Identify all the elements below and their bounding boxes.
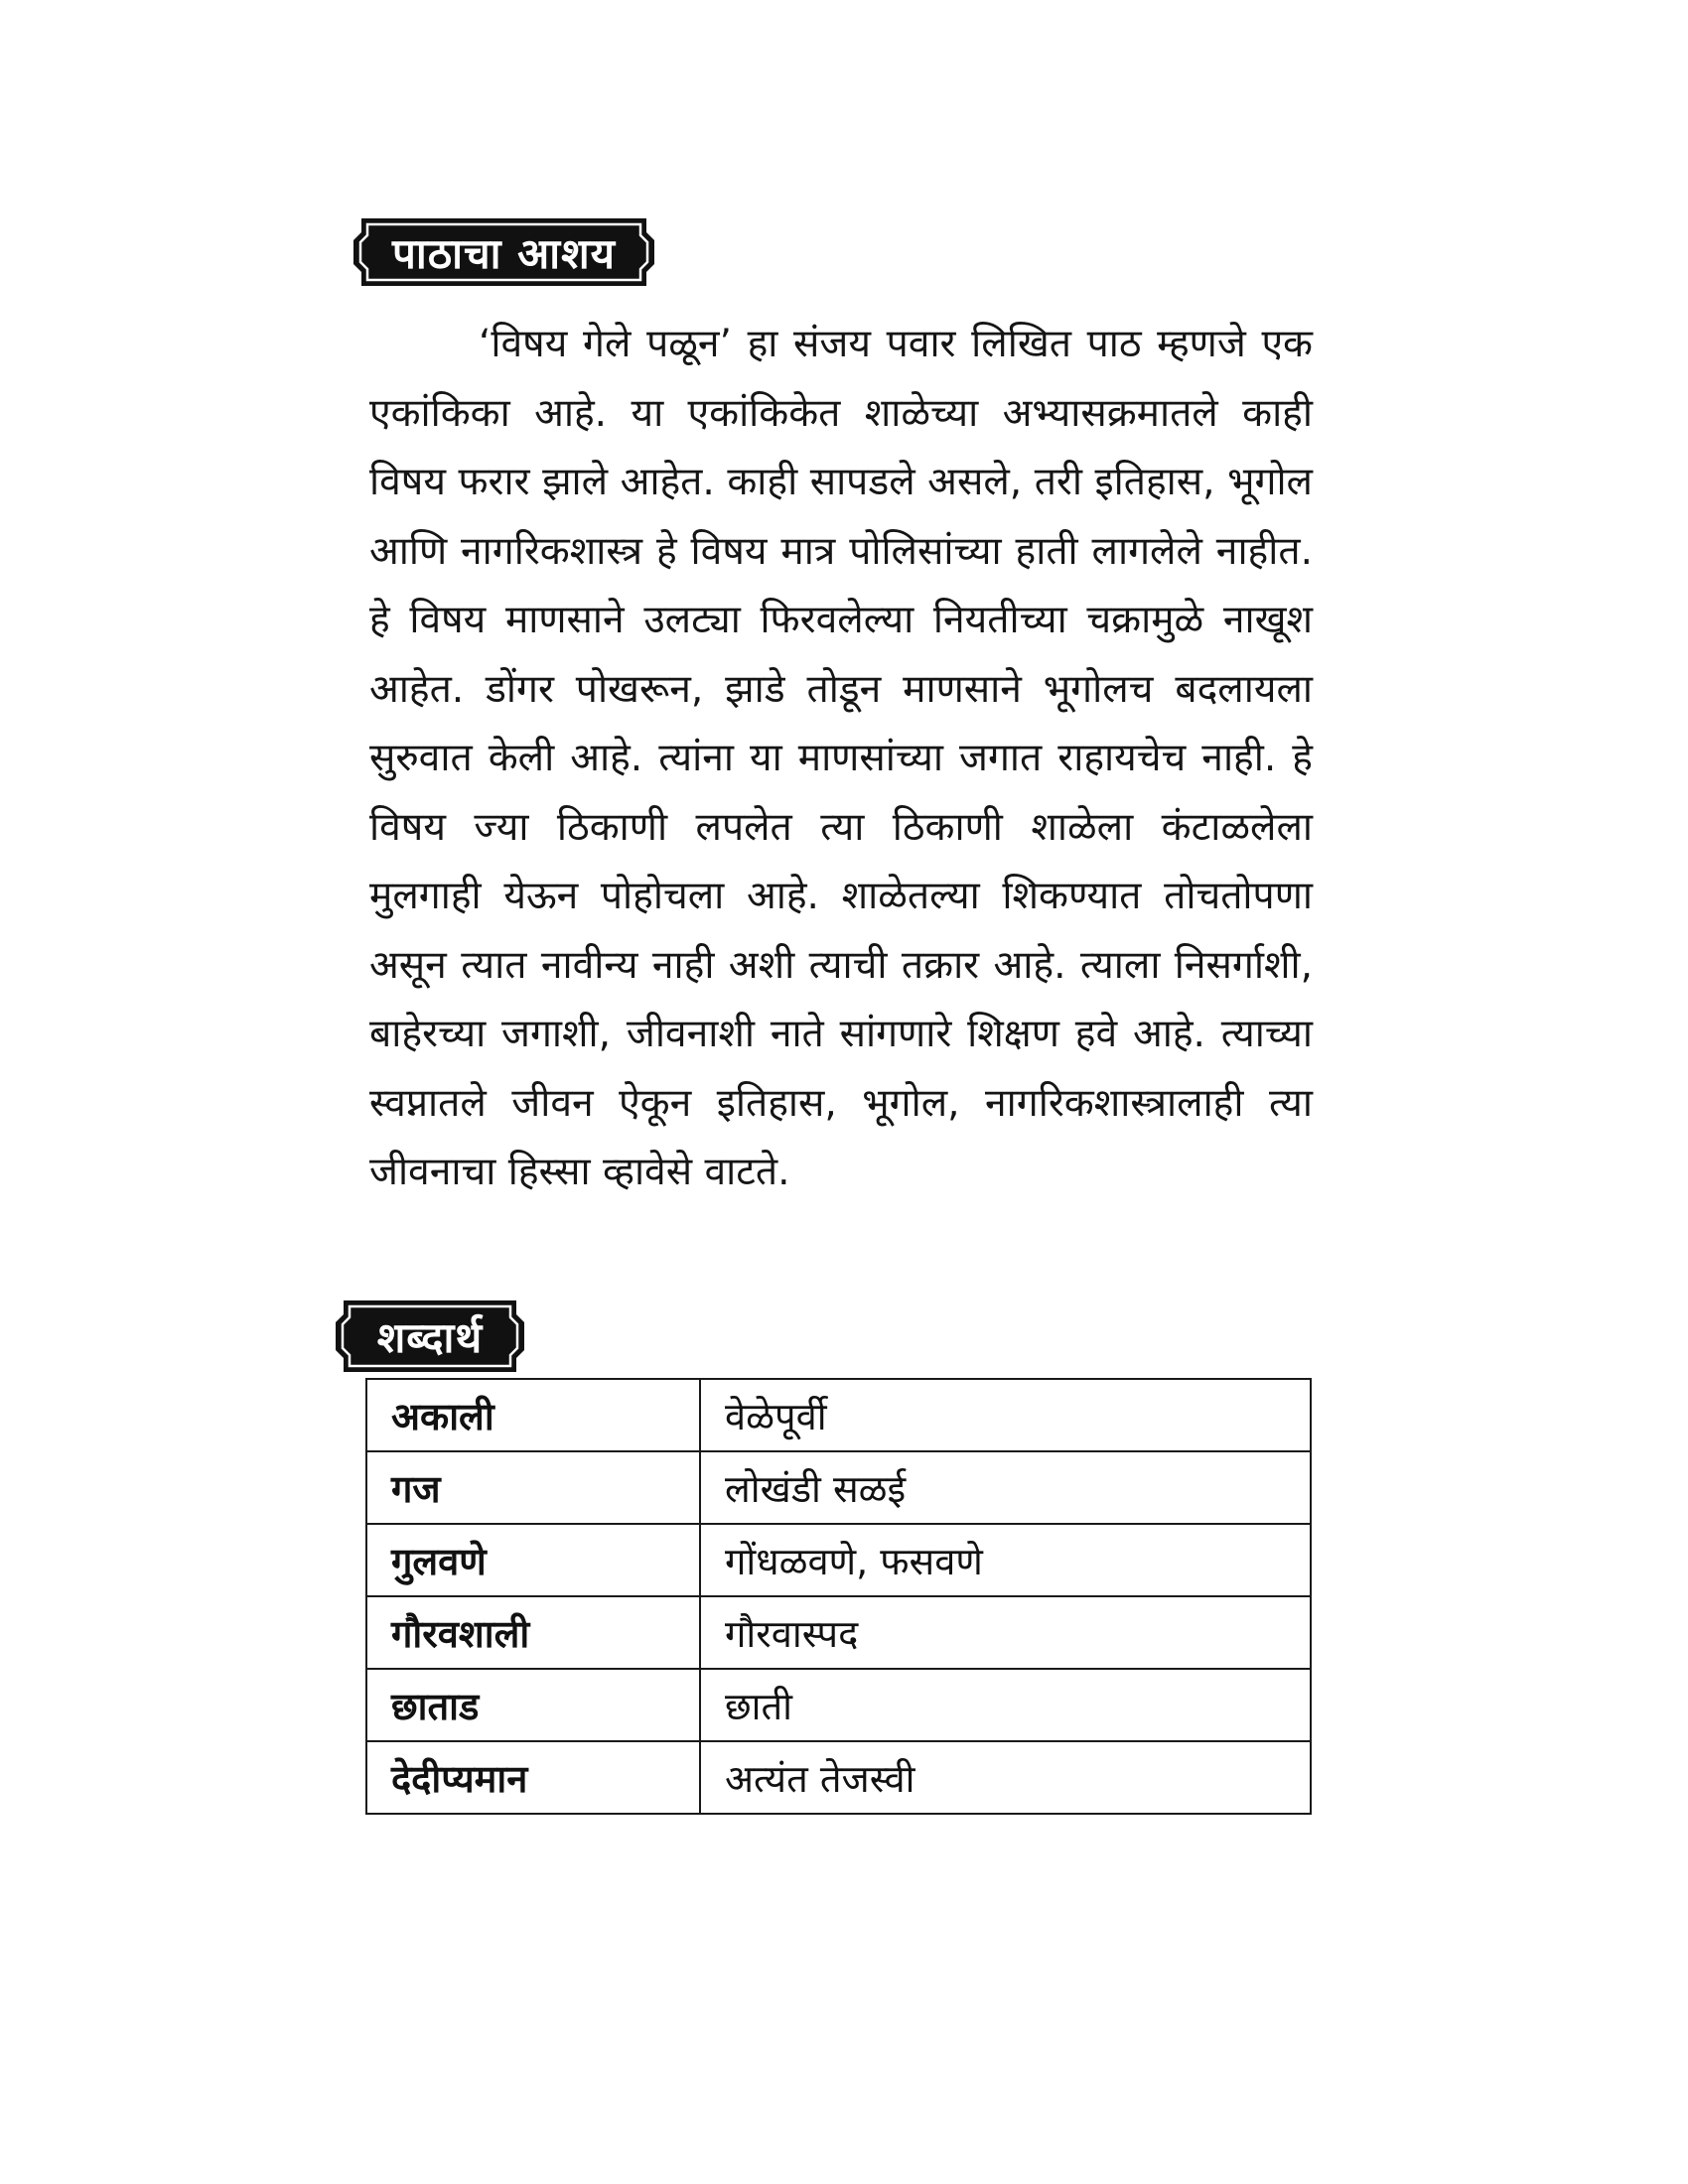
table-row <box>366 1596 1311 1669</box>
glossary-word: गज <box>366 1451 700 1524</box>
glossary-meaning: अत्यंत तेजस्वी <box>700 1741 1311 1814</box>
glossary-word: गौरवशाली <box>366 1596 700 1669</box>
glossary-meaning: छाती <box>700 1669 1311 1741</box>
table-row <box>366 1524 1311 1596</box>
glossary-word: गुलवणे <box>366 1524 700 1596</box>
glossary-meaning: गौरवास्पद <box>700 1596 1311 1669</box>
glossary-meaning: गोंधळवणे, फसवणे <box>700 1524 1311 1596</box>
summary-heading: पाठाचा आशय <box>391 228 617 278</box>
summary-heading-plaque <box>348 210 660 294</box>
glossary-table <box>365 1378 1312 1815</box>
glossary-meaning: वेळेपूर्वी <box>700 1379 1311 1451</box>
table-row <box>366 1669 1311 1741</box>
glossary-meaning: लोखंडी सळई <box>700 1451 1311 1524</box>
glossary-heading-plaque <box>330 1295 530 1378</box>
glossary-word: अकाली <box>366 1379 700 1451</box>
glossary-heading: शब्दार्थ <box>376 1312 484 1362</box>
glossary-word: छाताड <box>366 1669 700 1741</box>
table-row <box>366 1451 1311 1524</box>
table-row <box>366 1741 1311 1814</box>
glossary-word: देदीप्यमान <box>366 1741 700 1814</box>
summary-paragraph: ‘विषय गेले पळून’ हा संजय पवार लिखित पाठ म्हणजे एक एकांकिका आहे. या एकांकिकेत शाळेच्या अभ्यासक्रमातले काही विषय फरार झाले आहेत. काही सापडले असले, तरी इतिहास, भूगोल आणि नागरिकशास्त्र हे विषय मात्र पोलिसांच्या हाती लागलेले नाहीत. हे विषय माणसाने उलट्या फिरवलेल्या नियतीच्या चक्रामुळे नाखूश आहेत. डोंगर पोखरून, झाडे तोडून माणसाने भूगोलच बदलायला सुरुवात केली आहे. त्यांना या माणसांच्या जगात राहायचेच नाही. हे विषय ज्या ठिकाणी लपलेत त्या ठिकाणी शाळेला कंटाळलेला मुलगाही येऊन पोहोचला आहे. शाळेतल्या शिकण्यात तोचतोपणा असून त्यात नावीन्य नाही अशी त्याची तक्रार आहे. त्याला निसर्गाशी, बाहेरच्या जगाशी, जीवनाशी नाते सांगणारे शिक्षण हवे आहे. त्याच्या स्वप्नातले जीवन ऐकून इतिहास, भूगोल, नागरिकशास्त्रालाही त्या जीवनाचा हिस्सा व्हावेसे वाटते. <box>369 322 1313 1194</box>
table-row <box>366 1379 1311 1451</box>
